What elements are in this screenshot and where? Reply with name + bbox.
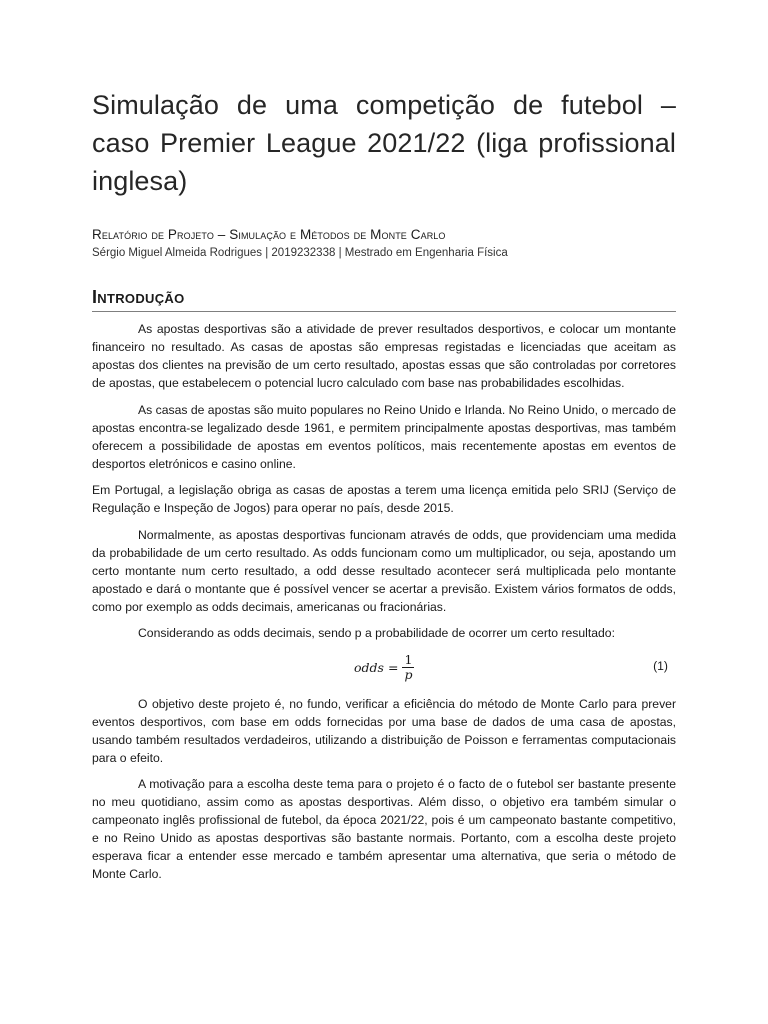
document-title: Simulação de uma competição de futebol – caso Premier League 2021/22 (liga profissional inglesa) [92, 90, 676, 196]
paragraph: A motivação para a escolha deste tema para o projeto é o facto de o futebol ser bastante presente no meu quotidiano, assim como as apostas desportivas. Além disso, o objetivo era também simular o campeonato inglês profissional de futebol, da época 2021/22, pois é um campeonato bastante competitivo, e no Reino Unido as apostas desportivas são bastante normais. Portanto, com a escolha deste projeto esperava ficar a entender esse mercado e também apresentar uma alternativa, que seria o método de Monte Carlo. [92, 777, 676, 881]
section-body [92, 320, 676, 883]
paragraph: As casas de apostas são muito populares no Reino Unido e Irlanda. No Reino Unido, o mercado de apostas encontra-se legalizado desde 1961, e permitem principalmente apostas desportivas, mas também oferecem a possibilidade de apostas em eventos políticos, mais recentemente apostas em eventos de desportos eletrónicos e casino online. [92, 402, 676, 471]
equation-number: (1) [653, 658, 668, 673]
section-heading-introducao: Introdução [92, 285, 676, 312]
fraction-denominator: p [404, 667, 413, 682]
paragraph: Normalmente, as apostas desportivas funcionam através de odds, que providenciam uma medida da probabilidade de um certo resultado. As odds funcionam como um multiplicador, ou seja, apostando um certo montante num certo resultado, a odd desse resultado acontecer será multiplicada pelo montante apostado e dará o montante que é possível vencer se acertar a previsão. Existem vários formatos de odds, como por exemplo as odds decimais, americanas ou fracionárias. [92, 527, 676, 614]
fraction-numerator: 1 [404, 652, 413, 667]
paragraph: Em Portugal, a legislação obriga as casas de apostas a terem uma licença emitida pelo SRIJ (Serviço de Regulação e Inspeção de Jogos) para operar no país, desde 2015. [92, 483, 676, 515]
equation-lhs: odds [354, 660, 384, 675]
author-line: Sérgio Miguel Almeida Rodrigues | 2019232338 | Mestrado em Engenharia Física [92, 247, 508, 259]
paragraph: As apostas desportivas são a atividade de prever resultados desportivos, e colocar um montante financeiro no resultado. As casas de apostas são empresas registadas e licenciadas que aceitam as apostas dos clientes na previsão de um certo resultado, apostas essas que são controladas por corretores de apostas, que estabelecem o potencial lucro calculado com base nas probabilidades escolhidas. [92, 322, 676, 390]
equation-fraction [402, 653, 414, 682]
equation-equals: = [387, 660, 399, 675]
paragraph: Considerando as odds decimais, sendo p a probabilidade de ocorrer um certo resultado: [138, 626, 615, 640]
document-page [92, 86, 676, 892]
document-subtitle: Relatório de Projeto – Simulação e Métodos de Monte Carlo [92, 227, 446, 242]
equation-odds [92, 651, 676, 687]
equation-math [354, 651, 414, 685]
paragraph: O objetivo deste projeto é, no fundo, verificar a eficiência do método de Monte Carlo para prever eventos desportivos, com base em odds fornecidas por uma base de dados de uma casa de apostas, usando também resultados verdadeiros, utilizando a distribuição de Poisson e ferramentas computacionais para o efeito. [92, 696, 676, 765]
